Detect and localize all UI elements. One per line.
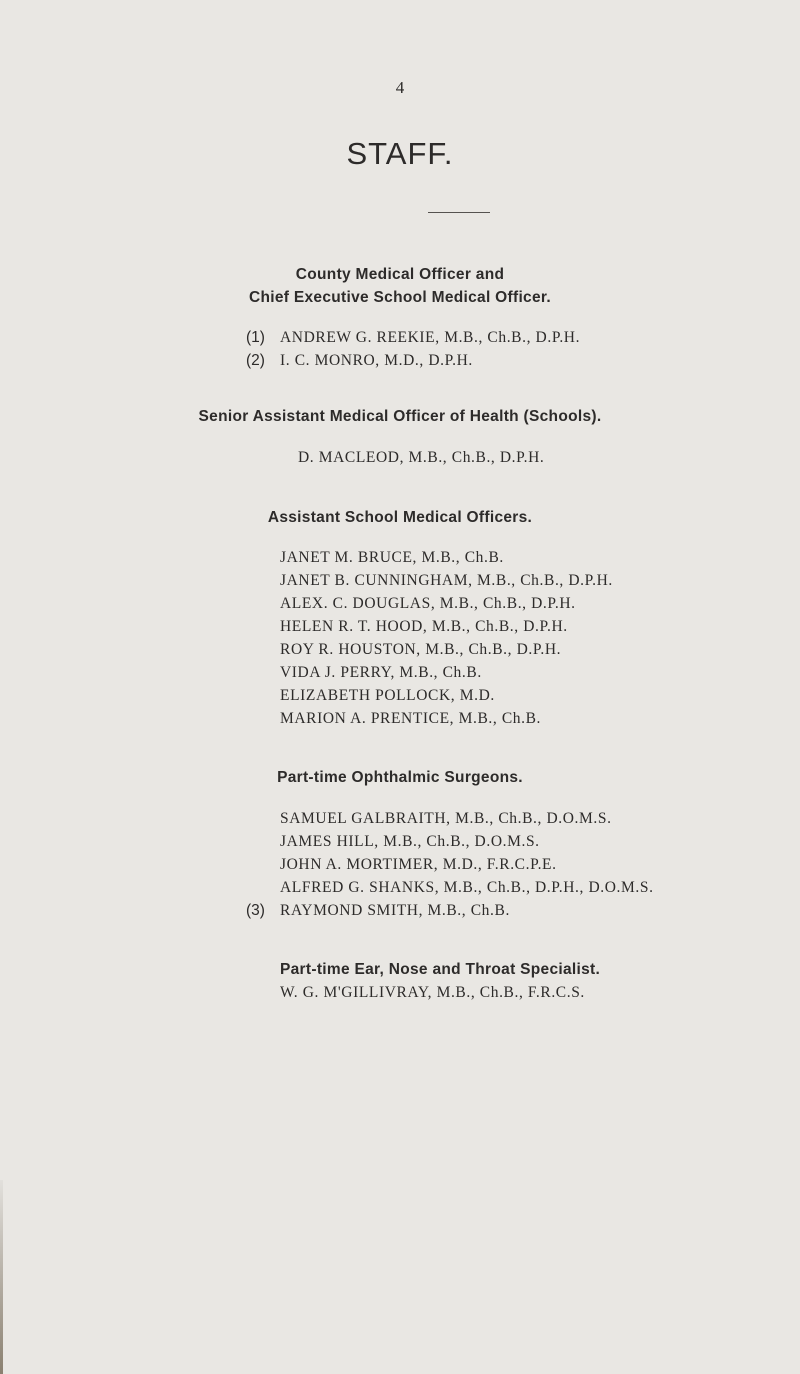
assistant-heading: Assistant School Medical Officers. [267,509,533,526]
county-entry-number: (1) [246,329,265,346]
county-heading-line1: County Medical Officer and [295,266,505,283]
ophthalmic-entry: JOHN A. MORTIMER, M.D., F.R.C.P.E. [280,856,557,873]
page-edge-shadow [0,1180,3,1374]
ophthalmic-entry: JAMES HILL, M.B., Ch.B., D.O.M.S. [280,833,540,850]
ophthalmic-heading: Part-time Ophthalmic Surgeons. [277,769,523,786]
senior-entry: D. MACLEOD, M.B., Ch.B., D.P.H. [298,449,545,466]
ent-entry: W. G. M'GILLIVRAY, M.B., Ch.B., F.R.C.S. [280,984,585,1001]
ophthalmic-entry: RAYMOND SMITH, M.B., Ch.B. [280,902,510,919]
assistant-entry: VIDA J. PERRY, M.B., Ch.B. [280,664,482,681]
page-title: STAFF. [346,136,454,171]
title-divider [428,212,490,213]
county-heading-line2: Chief Executive School Medical Officer. [249,289,551,306]
assistant-entry: JANET B. CUNNINGHAM, M.B., Ch.B., D.P.H. [280,572,613,589]
assistant-entry: MARION A. PRENTICE, M.B., Ch.B. [280,710,542,727]
ophthalmic-entry: SAMUEL GALBRAITH, M.B., Ch.B., D.O.M.S. [280,810,612,827]
ent-heading: Part-time Ear, Nose and Throat Specialist. [280,961,601,978]
assistant-entry: HELEN R. T. HOOD, M.B., Ch.B., D.P.H. [280,618,568,635]
assistant-entry: ROY R. HOUSTON, M.B., Ch.B., D.P.H. [280,641,562,658]
assistant-entry: ALEX. C. DOUGLAS, M.B., Ch.B., D.P.H. [280,595,576,612]
county-entry: ANDREW G. REEKIE, M.B., Ch.B., D.P.H. [280,329,581,346]
ophthalmic-entry-number: (3) [246,902,265,919]
assistant-entry: ELIZABETH POLLOCK, M.D. [280,687,495,704]
ophthalmic-entry: ALFRED G. SHANKS, M.B., Ch.B., D.P.H., D.O.M.S. [280,879,654,896]
county-entry-number: (2) [246,352,265,369]
assistant-entry: JANET M. BRUCE, M.B., Ch.B. [280,549,504,566]
page-number: 4 [395,78,405,97]
county-entry: I. C. MONRO, M.D., D.P.H. [280,352,473,369]
senior-heading: Senior Assistant Medical Officer of Health (Schools). [198,408,602,425]
